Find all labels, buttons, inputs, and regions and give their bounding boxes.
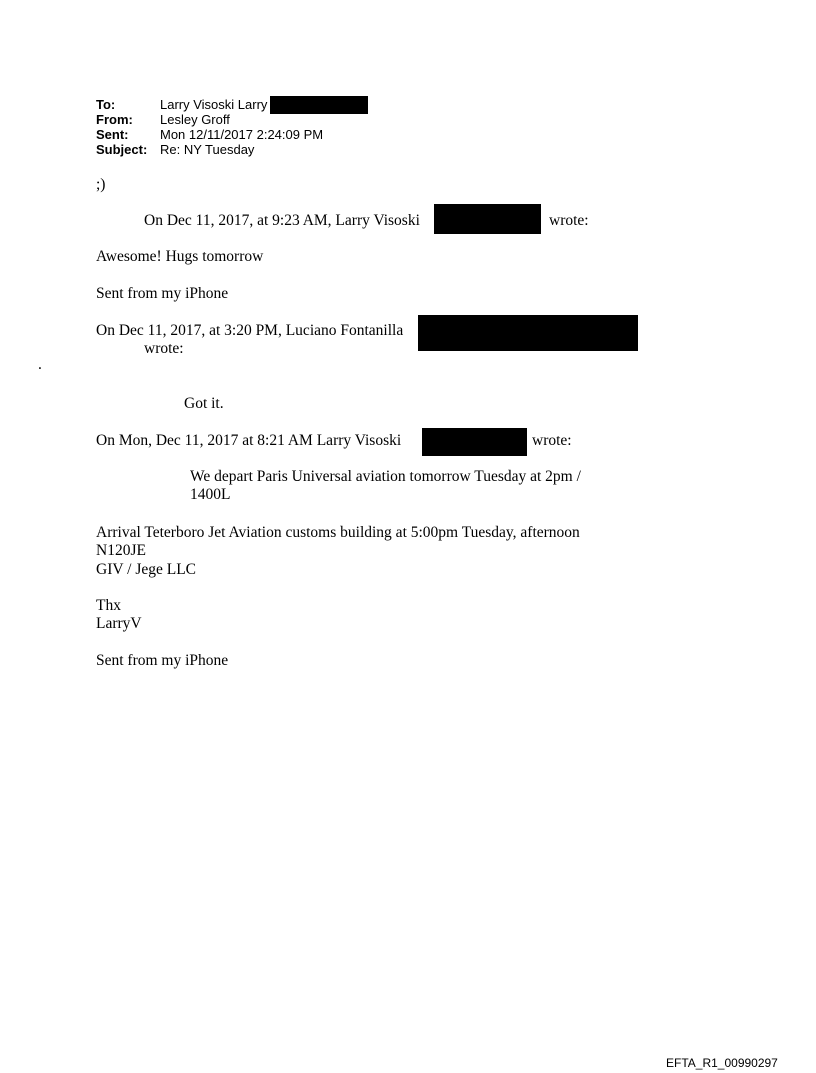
to-label: To: [96,97,116,112]
redaction-box-quote1 [434,204,541,234]
stray-mark: . [38,356,42,373]
tail-number-text: N120JE [96,542,146,559]
quote1-wrote: wrote: [549,212,589,229]
arrival-text: Arrival Teterboro Jet Aviation customs building at 5:00pm Tuesday, afternoon [96,524,580,541]
to-value: Larry Visoski Larry [160,97,268,112]
quote2-wrote: wrote: [144,340,184,357]
quote1-intro: On Dec 11, 2017, at 9:23 AM, Larry Visoski [144,212,420,229]
document-id: EFTA_R1_00990297 [666,1056,778,1070]
subject-label: Subject: [96,142,148,157]
redaction-box-to-email [270,96,368,114]
quote3-wrote: wrote: [532,432,572,449]
thx-text: Thx [96,597,121,614]
redaction-box-quote2 [418,315,638,351]
awesome-text: Awesome! Hugs tomorrow [96,248,264,265]
got-it-text: Got it. [184,395,224,412]
depart-line-1: We depart Paris Universal aviation tomorrow Tuesday at 2pm / [190,468,581,485]
quote3-intro: On Mon, Dec 11, 2017 at 8:21 AM Larry Visoski [96,432,402,449]
signature-text: LarryV [96,615,142,632]
sent-from-iphone-1: Sent from my iPhone [96,285,229,302]
sent-value: Mon 12/11/2017 2:24:09 PM [160,127,324,142]
from-value: Lesley Groff [160,112,230,127]
redaction-box-quote3 [422,428,527,456]
wink-text: ;) [96,176,106,193]
sent-label: Sent: [96,127,129,142]
depart-line-2: 1400L [190,486,231,503]
subject-value: Re: NY Tuesday [160,142,255,157]
quote2-intro: On Dec 11, 2017, at 3:20 PM, Luciano Fontanilla [96,322,404,339]
sent-from-iphone-2: Sent from my iPhone [96,652,229,669]
from-label: From: [96,112,133,127]
aircraft-text: GIV / Jege LLC [96,561,197,578]
